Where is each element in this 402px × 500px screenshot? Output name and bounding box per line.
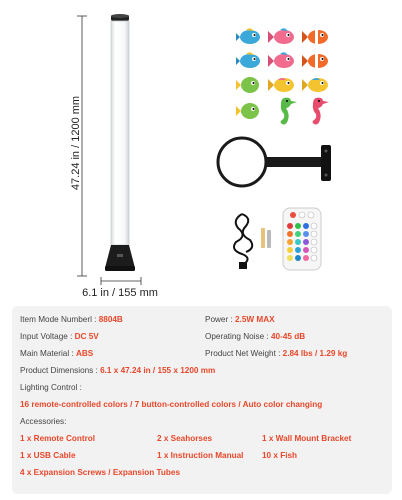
- accessory-item: 1 x Instruction Manual: [157, 451, 244, 460]
- spec-value: DC 5V: [74, 332, 99, 341]
- spec-item-model: [20, 315, 123, 324]
- fish-icon: [302, 30, 328, 44]
- seahorse-icon: [281, 98, 298, 125]
- fish-icon: [268, 78, 294, 92]
- spec-dimensions: [20, 366, 215, 375]
- specifications-panel: [12, 306, 392, 494]
- spec-value: 2.5W MAX: [235, 315, 275, 324]
- spec-power: [205, 315, 275, 324]
- spec-label: Main Material :: [20, 349, 76, 358]
- spec-label: Product Net Weight :: [205, 349, 283, 358]
- accessory-item: 1 x USB Cable: [20, 451, 76, 460]
- expansion-screws-icon: [259, 226, 273, 252]
- accessory-item: 2 x Seahorses: [157, 434, 213, 443]
- accessory-item: 10 x Fish: [262, 451, 298, 460]
- fish-icon: [302, 78, 328, 92]
- height-dimension: [62, 15, 102, 277]
- spec-input-voltage: [20, 332, 99, 341]
- usb-cable-icon: [228, 212, 258, 270]
- spec-lighting-value: 16 remote-controlled colors / 7 button-controlled colors / Auto color changing: [20, 400, 323, 409]
- seahorse-icon: [313, 98, 330, 125]
- accessory-item: 1 x Wall Mount Bracket: [262, 434, 352, 443]
- wall-mount-bracket-icon: [215, 135, 340, 195]
- bubble-tube-lamp: [100, 10, 140, 280]
- spec-operating-noise: [205, 332, 305, 341]
- spec-label: Power :: [205, 315, 236, 324]
- fish-set: [236, 22, 336, 134]
- width-dimension-line: [100, 276, 142, 286]
- spec-label: Item Mode Numberl :: [20, 315, 99, 324]
- spec-value: 6.1 x 47.24 in / 155 x 1200 mm: [100, 366, 216, 375]
- spec-label: Input Voltage :: [20, 332, 75, 341]
- width-label: 6.1 in / 155 mm: [82, 287, 158, 299]
- spec-main-material: [20, 349, 93, 358]
- fish-icon: [236, 28, 260, 44]
- fish-icon: [302, 54, 328, 68]
- fish-icon: [268, 28, 294, 44]
- spec-value: 40-45 dB: [271, 332, 306, 341]
- accessory-item: 4 x Expansion Screws / Expansion Tubes: [20, 468, 181, 477]
- spec-value: 8804B: [98, 315, 123, 324]
- accessories-label: Accessories:: [20, 417, 67, 426]
- spec-value: 2.84 lbs / 1.29 kg: [282, 349, 348, 358]
- spec-value: ABS: [75, 349, 94, 358]
- spec-label: Product Dimensions :: [20, 366, 101, 375]
- remote-control-icon: [281, 206, 323, 272]
- spec-net-weight: [205, 349, 347, 358]
- height-label: 47.24 in / 1200 mm: [70, 95, 82, 191]
- fish-icon: [236, 103, 259, 119]
- fish-icon: [236, 77, 259, 93]
- spec-lighting-label: Lighting Control :: [20, 383, 82, 392]
- fish-icon: [236, 52, 260, 68]
- spec-label: Operating Noise :: [205, 332, 271, 341]
- fish-icon: [268, 52, 294, 68]
- accessory-item: 1 x Remote Control: [20, 434, 96, 443]
